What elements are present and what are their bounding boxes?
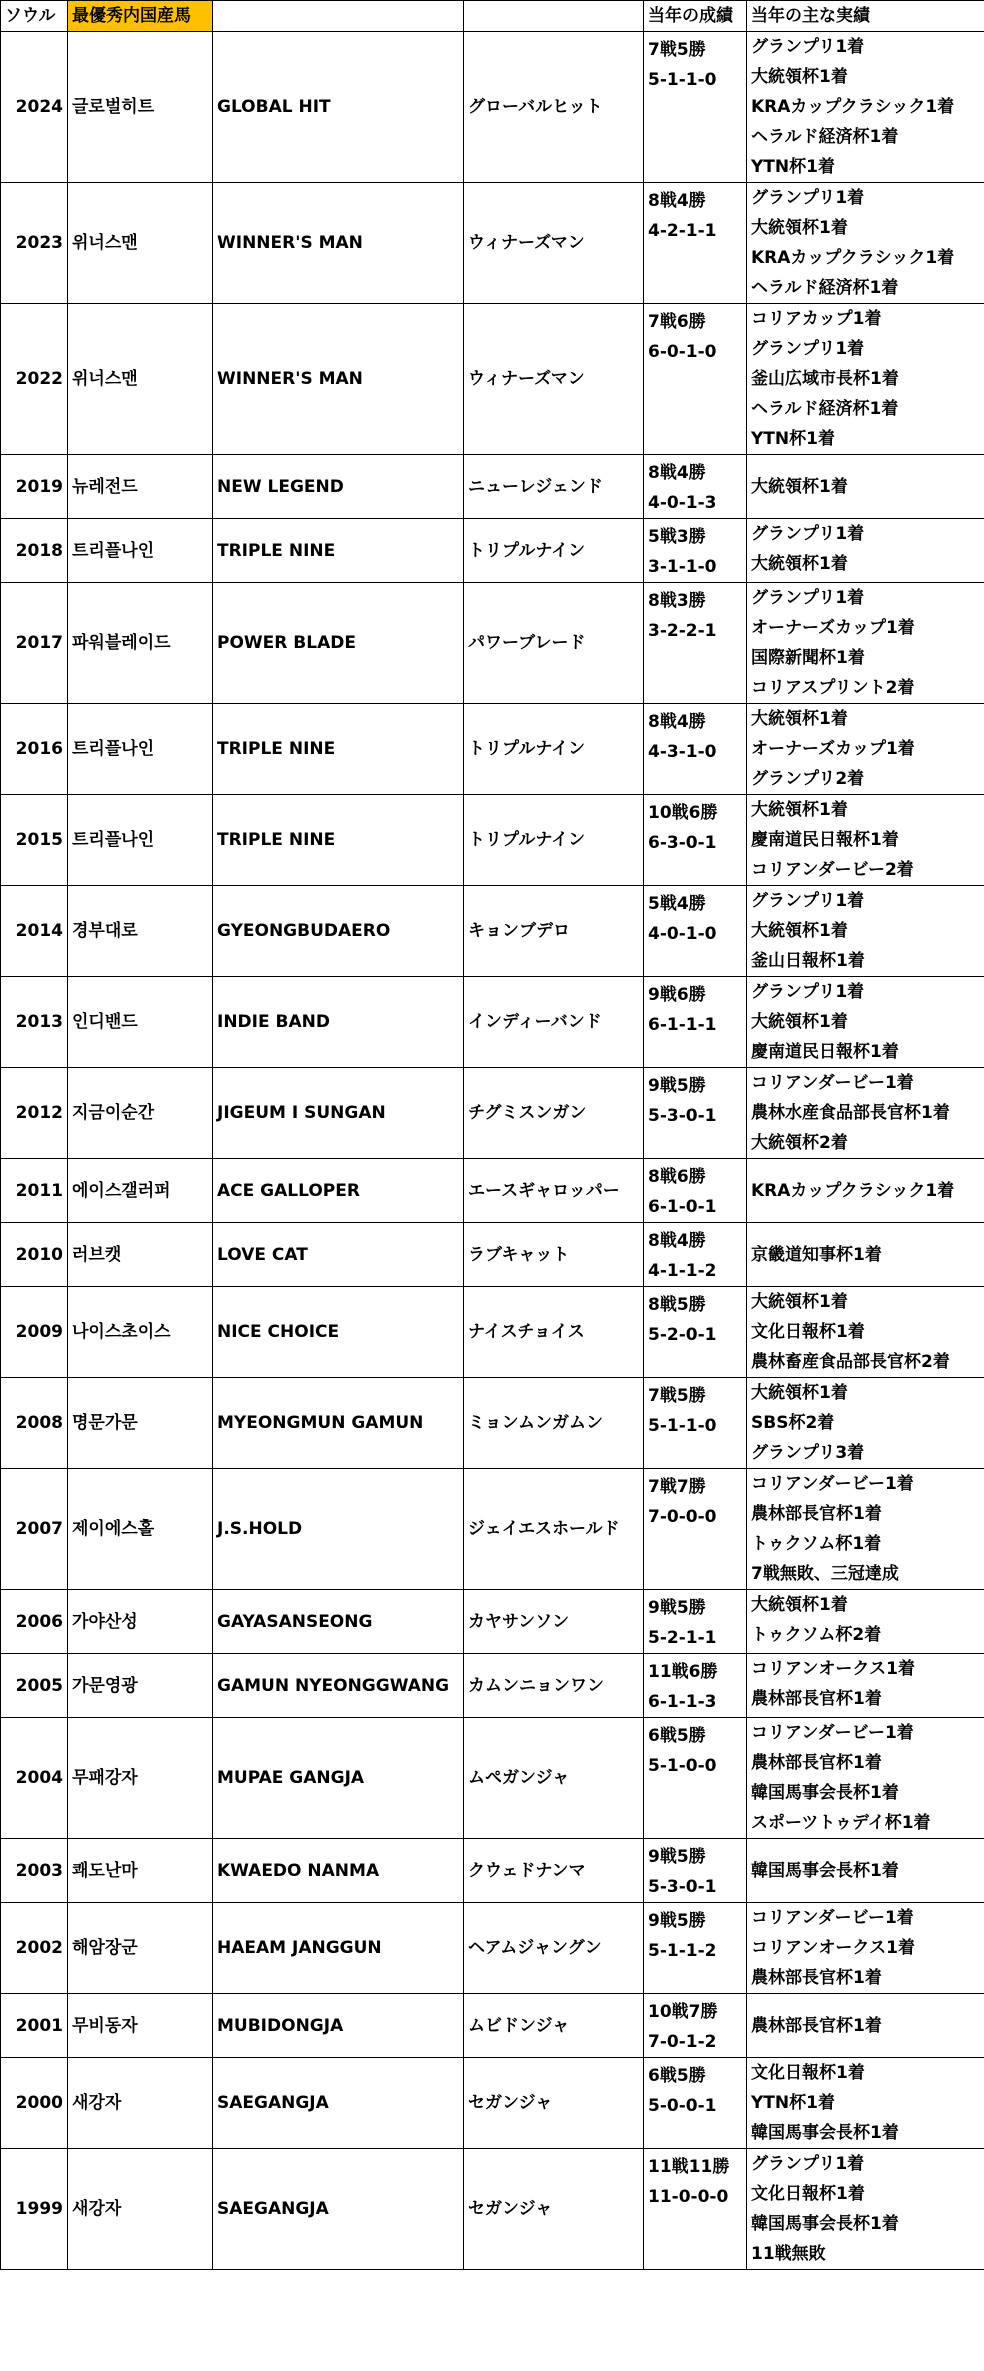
achievement-line: オーナーズカップ1着 — [751, 618, 915, 638]
year-cell: 2014 — [1, 886, 68, 977]
achievement-line: グランプリ2着 — [751, 769, 865, 789]
record-line: 8戦6勝 — [648, 1167, 706, 1187]
achievements-cell — [747, 183, 984, 304]
record-cell — [644, 1590, 747, 1654]
achievement-line: 7戦無敗、三冠達成 — [751, 1564, 899, 1584]
korean-name-cell: 제이에스홀 — [68, 1469, 213, 1590]
english-name-cell: NEW LEGEND — [213, 455, 464, 519]
achievements-cell — [747, 1068, 984, 1159]
english-name-cell: MYEONGMUN GAMUN — [213, 1378, 464, 1469]
record-line: 6-1-1-3 — [648, 1692, 717, 1712]
record-line: 6戦5勝 — [648, 1726, 706, 1746]
katakana-name-cell: パワーブレード — [464, 583, 644, 704]
table-row — [1, 583, 984, 704]
achievement-line: 大統領杯1着 — [751, 218, 848, 238]
record-line: 5戦3勝 — [648, 527, 706, 547]
record-cell — [644, 183, 747, 304]
korean-name-cell: 위너스맨 — [68, 304, 213, 455]
katakana-name-cell: グローバルヒット — [464, 32, 644, 183]
achievements-cell — [747, 1223, 984, 1287]
achievement-line: YTN杯1着 — [751, 2093, 835, 2113]
record-line: 9戦5勝 — [648, 1847, 706, 1867]
achievement-line: 韓国馬事会長杯1着 — [751, 1860, 899, 1881]
katakana-name-cell: トリプルナイン — [464, 795, 644, 886]
record-line: 8戦4勝 — [648, 463, 706, 483]
english-name-cell: TRIPLE NINE — [213, 795, 464, 886]
table-row — [1, 2149, 984, 2270]
achievement-line: グランプリ1着 — [751, 188, 865, 208]
achievement-line: コリアンダービー1着 — [751, 1073, 914, 1093]
english-name-cell: POWER BLADE — [213, 583, 464, 704]
record-cell — [644, 1718, 747, 1839]
katakana-name-cell: セガンジャ — [464, 2058, 644, 2149]
achievement-line: コリアンオークス1着 — [751, 1659, 915, 1679]
achievement-line: グランプリ3着 — [751, 1443, 865, 1463]
table-row — [1, 1654, 984, 1718]
katakana-name-cell: クウェドナンマ — [464, 1839, 644, 1903]
record-line: 5戦4勝 — [648, 894, 706, 914]
achievement-line: ヘラルド経済杯1着 — [751, 399, 899, 419]
record-cell — [644, 1839, 747, 1903]
record-line: 3-2-2-1 — [648, 621, 717, 641]
table-body — [1, 32, 984, 2270]
record-line: 7戦7勝 — [648, 1477, 706, 1497]
achievements-cell — [747, 1590, 984, 1654]
record-line: 6-1-0-1 — [648, 1197, 717, 1217]
korean-name-cell: 새강자 — [68, 2149, 213, 2270]
record-line: 5-3-0-1 — [648, 1106, 717, 1126]
english-name-cell: MUPAE GANGJA — [213, 1718, 464, 1839]
achievement-line: 大統領杯1着 — [751, 476, 848, 497]
achievements-cell — [747, 1287, 984, 1378]
english-name-cell: GAYASANSEONG — [213, 1590, 464, 1654]
record-line: 6戦5勝 — [648, 2066, 706, 2086]
table-row — [1, 1903, 984, 1994]
korean-name-cell: 나이스초이스 — [68, 1287, 213, 1378]
katakana-name-cell: ウィナーズマン — [464, 304, 644, 455]
record-line: 4-0-1-3 — [648, 493, 717, 513]
record-cell — [644, 1287, 747, 1378]
record-cell — [644, 2149, 747, 2270]
katakana-name-cell: ナイスチョイス — [464, 1287, 644, 1378]
english-name-cell: SAEGANGJA — [213, 2058, 464, 2149]
english-name-cell: GAMUN NYEONGGWANG — [213, 1654, 464, 1718]
korean-name-cell: 가문영광 — [68, 1654, 213, 1718]
achievement-line: 農林水産食品部長官杯1着 — [751, 1103, 950, 1123]
katakana-name-cell: ムビドンジャ — [464, 1994, 644, 2058]
english-name-cell: TRIPLE NINE — [213, 519, 464, 583]
year-cell: 2000 — [1, 2058, 68, 2149]
header-row — [1, 1, 984, 32]
korean-name-cell: 트리플나인 — [68, 519, 213, 583]
year-cell: 2011 — [1, 1159, 68, 1223]
record-line: 8戦5勝 — [648, 1295, 706, 1315]
record-line: 7-0-0-0 — [648, 1507, 717, 1527]
achievements-cell — [747, 519, 984, 583]
record-line: 5-0-0-1 — [648, 2096, 717, 2116]
achievement-line: 農林部長官杯1着 — [751, 1753, 882, 1773]
korean-name-cell: 트리플나인 — [68, 795, 213, 886]
achievement-line: スポーツトゥデイ杯1着 — [751, 1813, 931, 1833]
record-line: 11戦6勝 — [648, 1662, 718, 1682]
record-cell — [644, 1654, 747, 1718]
record-line: 5-3-0-1 — [648, 1877, 717, 1897]
record-line: 5-1-0-0 — [648, 1756, 717, 1776]
achievement-line: 農林部長官杯1着 — [751, 1504, 882, 1524]
katakana-name-cell: インディーバンド — [464, 977, 644, 1068]
record-cell — [644, 704, 747, 795]
achievement-line: 大統領杯1着 — [751, 800, 848, 820]
katakana-name-cell: セガンジャ — [464, 2149, 644, 2270]
achievement-line: グランプリ1着 — [751, 37, 865, 57]
table-row — [1, 1839, 984, 1903]
year-cell: 2017 — [1, 583, 68, 704]
record-cell — [644, 2058, 747, 2149]
table-row — [1, 704, 984, 795]
english-name-cell: J.S.HOLD — [213, 1469, 464, 1590]
record-cell — [644, 583, 747, 704]
year-cell: 2009 — [1, 1287, 68, 1378]
achievements-cell — [747, 1378, 984, 1469]
achievement-line: グランプリ1着 — [751, 982, 865, 1002]
record-cell — [644, 1068, 747, 1159]
korean-name-cell: 에이스갤러퍼 — [68, 1159, 213, 1223]
achievement-line: 大統領杯1着 — [751, 1292, 848, 1312]
katakana-name-cell: カヤサンソン — [464, 1590, 644, 1654]
katakana-name-cell: キョンブデロ — [464, 886, 644, 977]
year-cell: 2002 — [1, 1903, 68, 1994]
katakana-name-cell: トリプルナイン — [464, 519, 644, 583]
record-line: 9戦5勝 — [648, 1598, 706, 1618]
record-line: 10戦6勝 — [648, 803, 718, 823]
record-line: 8戦4勝 — [648, 712, 706, 732]
achievements-cell — [747, 2058, 984, 2149]
katakana-name-cell: ジェイエスホールド — [464, 1469, 644, 1590]
achievement-line: 農林部長官杯1着 — [751, 1968, 882, 1988]
achievements-cell — [747, 1159, 984, 1223]
achievement-line: トゥクソム杯2着 — [751, 1625, 882, 1645]
achievement-line: 慶南道民日報杯1着 — [751, 1042, 899, 1062]
header-region: ソウル — [1, 1, 68, 32]
achievements-cell — [747, 704, 984, 795]
year-cell: 2018 — [1, 519, 68, 583]
table-row — [1, 32, 984, 183]
korean-name-cell: 명문가문 — [68, 1378, 213, 1469]
korean-name-cell: 파워블레이드 — [68, 583, 213, 704]
achievement-line: グランプリ1着 — [751, 2154, 865, 2174]
english-name-cell: MUBIDONGJA — [213, 1994, 464, 2058]
achievements-cell — [747, 1469, 984, 1590]
record-line: 8戦4勝 — [648, 191, 706, 211]
record-line: 7戦6勝 — [648, 312, 706, 332]
table-row — [1, 455, 984, 519]
korean-name-cell: 새강자 — [68, 2058, 213, 2149]
record-line: 10戦7勝 — [648, 2002, 718, 2022]
achievement-line: 文化日報杯1着 — [751, 1322, 865, 1342]
record-line: 7戦5勝 — [648, 40, 706, 60]
achievement-line: コリアンダービー1着 — [751, 1908, 914, 1928]
record-cell — [644, 1159, 747, 1223]
achievement-line: 韓国馬事会長杯1着 — [751, 2123, 899, 2143]
header-english — [213, 1, 464, 32]
year-cell: 2022 — [1, 304, 68, 455]
year-cell: 2012 — [1, 1068, 68, 1159]
record-cell — [644, 304, 747, 455]
achievements-cell — [747, 2149, 984, 2270]
record-line: 9戦5勝 — [648, 1076, 706, 1096]
achievement-line: グランプリ1着 — [751, 524, 865, 544]
record-line: 4-1-1-2 — [648, 1261, 717, 1281]
katakana-name-cell: エースギャロッパー — [464, 1159, 644, 1223]
achievements-cell — [747, 1839, 984, 1903]
achievement-line: ヘラルド経済杯1着 — [751, 278, 899, 298]
record-cell — [644, 886, 747, 977]
header-katakana — [464, 1, 644, 32]
achievement-line: 大統領杯1着 — [751, 1012, 848, 1032]
achievement-line: 大統領杯1着 — [751, 554, 848, 574]
record-line: 8戦3勝 — [648, 591, 706, 611]
achievement-line: 11戦無敗 — [751, 2244, 826, 2264]
korean-name-cell: 경부대로 — [68, 886, 213, 977]
table-row — [1, 1287, 984, 1378]
english-name-cell: INDIE BAND — [213, 977, 464, 1068]
year-cell: 1999 — [1, 2149, 68, 2270]
year-cell: 2023 — [1, 183, 68, 304]
achievement-line: KRAカップクラシック1着 — [751, 97, 955, 117]
table-row — [1, 977, 984, 1068]
english-name-cell: GLOBAL HIT — [213, 32, 464, 183]
english-name-cell: SAEGANGJA — [213, 2149, 464, 2270]
achievement-line: 大統領杯1着 — [751, 67, 848, 87]
year-cell: 2007 — [1, 1469, 68, 1590]
table-row — [1, 1590, 984, 1654]
achievement-line: 大統領杯1着 — [751, 921, 848, 941]
achievements-cell — [747, 304, 984, 455]
record-line: 8戦4勝 — [648, 1231, 706, 1251]
record-cell — [644, 1469, 747, 1590]
record-line: 4-3-1-0 — [648, 742, 717, 762]
korean-name-cell: 쾌도난마 — [68, 1839, 213, 1903]
record-line: 7-0-1-2 — [648, 2032, 717, 2052]
achievement-line: オーナーズカップ1着 — [751, 739, 915, 759]
english-name-cell: LOVE CAT — [213, 1223, 464, 1287]
achievement-line: 農林部長官杯1着 — [751, 1689, 882, 1709]
record-line: 4-0-1-0 — [648, 924, 717, 944]
achievements-cell — [747, 32, 984, 183]
achievements-cell — [747, 455, 984, 519]
record-line: 5-1-1-0 — [648, 1416, 717, 1436]
record-cell — [644, 519, 747, 583]
english-name-cell: TRIPLE NINE — [213, 704, 464, 795]
table-row — [1, 1159, 984, 1223]
header-horse: 最優秀内国産馬 — [68, 1, 213, 32]
record-line: 11戦11勝 — [648, 2157, 730, 2177]
achievement-line: SBS杯2着 — [751, 1413, 835, 1433]
year-cell: 2024 — [1, 32, 68, 183]
katakana-name-cell: ラブキャット — [464, 1223, 644, 1287]
achievement-line: KRAカップクラシック1着 — [751, 248, 955, 268]
korean-name-cell: 가야산성 — [68, 1590, 213, 1654]
record-line: 6-0-1-0 — [648, 342, 717, 362]
achievement-line: YTN杯1着 — [751, 429, 835, 449]
year-cell: 2004 — [1, 1718, 68, 1839]
year-cell: 2019 — [1, 455, 68, 519]
table-row — [1, 304, 984, 455]
table-row — [1, 1068, 984, 1159]
achievement-line: コリアンダービー1着 — [751, 1723, 914, 1743]
achievements-cell — [747, 977, 984, 1068]
korean-name-cell: 글로벌히트 — [68, 32, 213, 183]
achievement-line: 国際新聞杯1着 — [751, 648, 865, 668]
record-cell — [644, 795, 747, 886]
english-name-cell: HAEAM JANGGUN — [213, 1903, 464, 1994]
table-row — [1, 1469, 984, 1590]
achievement-line: トゥクソム杯1着 — [751, 1534, 882, 1554]
english-name-cell: GYEONGBUDAERO — [213, 886, 464, 977]
achievement-line: 大統領杯1着 — [751, 1383, 848, 1403]
achievement-line: コリアスプリント2着 — [751, 678, 915, 698]
achievement-line: 釜山広域市長杯1着 — [751, 369, 899, 389]
achievement-line: 釜山日報杯1着 — [751, 951, 865, 971]
achievement-line: 京畿道知事杯1着 — [751, 1244, 882, 1265]
katakana-name-cell: ヘアムジャングン — [464, 1903, 644, 1994]
achievements-cell — [747, 583, 984, 704]
korean-name-cell: 위너스맨 — [68, 183, 213, 304]
year-cell: 2015 — [1, 795, 68, 886]
table-row — [1, 1378, 984, 1469]
english-name-cell: WINNER'S MAN — [213, 183, 464, 304]
achievement-line: コリアカップ1着 — [751, 309, 882, 329]
korean-name-cell: 트리플나인 — [68, 704, 213, 795]
english-name-cell: NICE CHOICE — [213, 1287, 464, 1378]
achievement-line: コリアンオークス1着 — [751, 1938, 915, 1958]
year-cell: 2005 — [1, 1654, 68, 1718]
achievement-line: YTN杯1着 — [751, 157, 835, 177]
korean-name-cell: 지금이순간 — [68, 1068, 213, 1159]
achievement-line: 大統領杯1着 — [751, 709, 848, 729]
table-row — [1, 886, 984, 977]
achievement-line: 農林部長官杯1着 — [751, 2015, 882, 2036]
achievement-line: コリアンダービー2着 — [751, 860, 914, 880]
header-achievements: 当年の主な実績 — [747, 1, 984, 32]
korean-name-cell: 무비동자 — [68, 1994, 213, 2058]
english-name-cell: KWAEDO NANMA — [213, 1839, 464, 1903]
record-line: 7戦5勝 — [648, 1386, 706, 1406]
achievement-line: 農林畜産食品部長官杯2着 — [751, 1352, 950, 1372]
record-line: 9戦5勝 — [648, 1911, 706, 1931]
korean-name-cell: 뉴레전드 — [68, 455, 213, 519]
katakana-name-cell: ムペガンジャ — [464, 1718, 644, 1839]
header-record: 当年の成績 — [644, 1, 747, 32]
record-line: 5-2-1-1 — [648, 1628, 717, 1648]
achievements-cell — [747, 795, 984, 886]
katakana-name-cell: チグミスンガン — [464, 1068, 644, 1159]
korean-name-cell: 인디밴드 — [68, 977, 213, 1068]
katakana-name-cell: カムンニョンワン — [464, 1654, 644, 1718]
achievement-line: 慶南道民日報杯1着 — [751, 830, 899, 850]
year-cell: 2006 — [1, 1590, 68, 1654]
record-cell — [644, 1994, 747, 2058]
record-line: 9戦6勝 — [648, 985, 706, 1005]
record-line: 11-0-0-0 — [648, 2187, 729, 2207]
record-cell — [644, 977, 747, 1068]
achievement-line: グランプリ1着 — [751, 588, 865, 608]
year-cell: 2010 — [1, 1223, 68, 1287]
year-cell: 2001 — [1, 1994, 68, 2058]
record-line: 6-3-0-1 — [648, 833, 717, 853]
record-line: 5-1-1-2 — [648, 1941, 717, 1961]
record-line: 5-2-0-1 — [648, 1325, 717, 1345]
katakana-name-cell: ウィナーズマン — [464, 183, 644, 304]
record-cell — [644, 32, 747, 183]
achievements-cell — [747, 1654, 984, 1718]
english-name-cell: ACE GALLOPER — [213, 1159, 464, 1223]
achievement-line: グランプリ1着 — [751, 339, 865, 359]
katakana-name-cell: ニューレジェンド — [464, 455, 644, 519]
english-name-cell: JIGEUM I SUNGAN — [213, 1068, 464, 1159]
table-row — [1, 519, 984, 583]
year-cell: 2013 — [1, 977, 68, 1068]
record-line: 6-1-1-1 — [648, 1015, 717, 1035]
table-row — [1, 1223, 984, 1287]
korean-name-cell: 무패강자 — [68, 1718, 213, 1839]
achievement-line: 文化日報杯1着 — [751, 2063, 865, 2083]
year-cell: 2016 — [1, 704, 68, 795]
achievement-line: ヘラルド経済杯1着 — [751, 127, 899, 147]
year-cell: 2008 — [1, 1378, 68, 1469]
table-row — [1, 183, 984, 304]
korean-name-cell: 해암장군 — [68, 1903, 213, 1994]
achievements-cell — [747, 1903, 984, 1994]
achievement-line: 文化日報杯1着 — [751, 2184, 865, 2204]
table-row — [1, 2058, 984, 2149]
achievement-line: KRAカップクラシック1着 — [751, 1180, 955, 1201]
achievement-line: グランプリ1着 — [751, 891, 865, 911]
achievement-line: 大統領杯1着 — [751, 1595, 848, 1615]
katakana-name-cell: ミョンムンガムン — [464, 1378, 644, 1469]
achievements-cell — [747, 886, 984, 977]
table-row — [1, 1994, 984, 2058]
katakana-name-cell: トリプルナイン — [464, 704, 644, 795]
table-row — [1, 1718, 984, 1839]
record-cell — [644, 1903, 747, 1994]
record-cell — [644, 1378, 747, 1469]
achievement-line: 大統領杯2着 — [751, 1133, 848, 1153]
record-line: 4-2-1-1 — [648, 221, 717, 241]
korean-name-cell: 러브캣 — [68, 1223, 213, 1287]
record-cell — [644, 455, 747, 519]
record-line: 3-1-1-0 — [648, 557, 717, 577]
table-row — [1, 795, 984, 886]
achievements-cell — [747, 1718, 984, 1839]
achievement-line: 韓国馬事会長杯1着 — [751, 1783, 899, 1803]
record-line: 5-1-1-0 — [648, 70, 717, 90]
achievement-line: コリアンダービー1着 — [751, 1474, 914, 1494]
record-cell — [644, 1223, 747, 1287]
english-name-cell: WINNER'S MAN — [213, 304, 464, 455]
achievement-line: 韓国馬事会長杯1着 — [751, 2214, 899, 2234]
year-cell: 2003 — [1, 1839, 68, 1903]
achievements-cell — [747, 1994, 984, 2058]
